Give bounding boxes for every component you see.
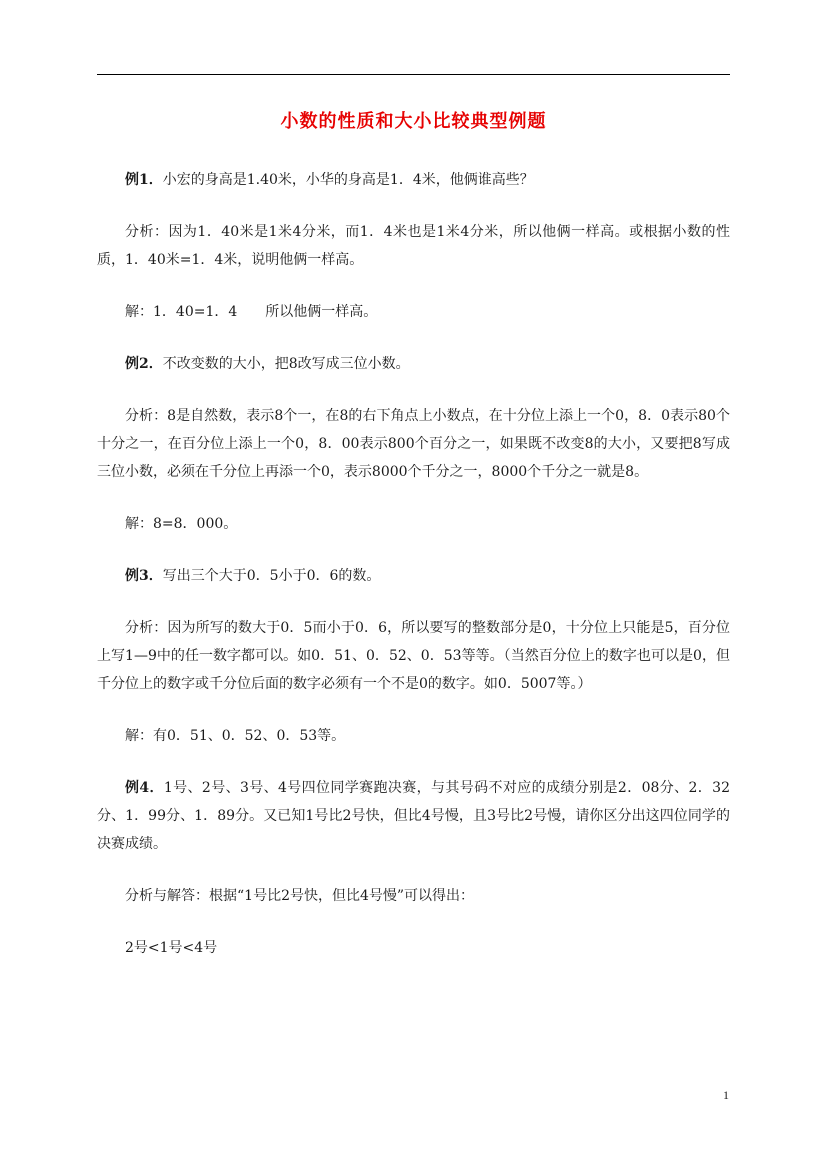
question-text: 不改变数的大小，把8改写成三位小数。 — [162, 356, 410, 372]
example-label: 例3． — [125, 568, 163, 584]
example-1-question — [97, 166, 730, 194]
question-text: 小宏的身高是1.40米，小华的身高是1．4米，他俩谁高些？ — [162, 172, 534, 188]
page-number: 1 — [723, 1088, 729, 1102]
document-body — [97, 166, 730, 986]
example-2-question — [97, 350, 730, 378]
example-3-analysis: 分析：因为所写的数大于0．5而小于0．6，所以要写的整数部分是0，十分位上只能是5，百分位上写1—9中的任一数字都可以。如0．51、0．52、0．53等等。（当然百分位上的数字也可以是0，但千分位上的数字或千分位后面的数字必须有一个不是0的数字。如0．5007等。） — [97, 620, 730, 692]
question-text: 1号、2号、3号、4号四位同学赛跑决赛，与其号码不对应的成绩分别是2．08分、2．32分、1．99分、1．89分。又已知1号比2号快，但比4号慢，且3号比2号慢，请你区分出这四位同学的决赛成绩。 — [97, 780, 730, 852]
example-1-analysis: 分析：因为1．40米是1米4分米，而1．4米也是1米4分米，所以他俩一样高。或根据小数的性质，1．40米=1．4米，说明他俩一样高。 — [97, 224, 730, 268]
header-rule — [97, 74, 730, 75]
document-title: 小数的性质和大小比较典型例题 — [280, 111, 547, 132]
example-4-order: 2号<1号<4号 — [125, 940, 218, 956]
example-3-question — [97, 562, 730, 590]
example-1-solution: 解：1．40=1．4 所以他俩一样高。 — [125, 304, 378, 320]
example-label: 例1． — [125, 172, 163, 188]
example-2-analysis: 分析：8是自然数，表示8个一，在8的右下角点上小数点，在十分位上添上一个0，8．0表示80个十分之一，在百分位上添上一个0，8．00表示800个百分之一，如果既不改变8的大小，又要把8写成三位小数，必须在千分位上再添一个0，表示8000个千分之一，8000个千分之一就是8。 — [97, 408, 730, 480]
example-3-solution: 解：有0．51、0．52、0．53等。 — [125, 728, 346, 744]
example-4-question — [97, 774, 730, 858]
example-label: 例2． — [125, 356, 163, 372]
example-4-analysis: 分析与解答：根据“1号比2号快，但比4号慢”可以得出： — [125, 888, 475, 904]
example-label: 例4． — [125, 780, 164, 796]
question-text: 写出三个大于0．5小于0．6的数。 — [162, 568, 381, 584]
example-2-solution: 解：8=8．000。 — [125, 516, 238, 532]
